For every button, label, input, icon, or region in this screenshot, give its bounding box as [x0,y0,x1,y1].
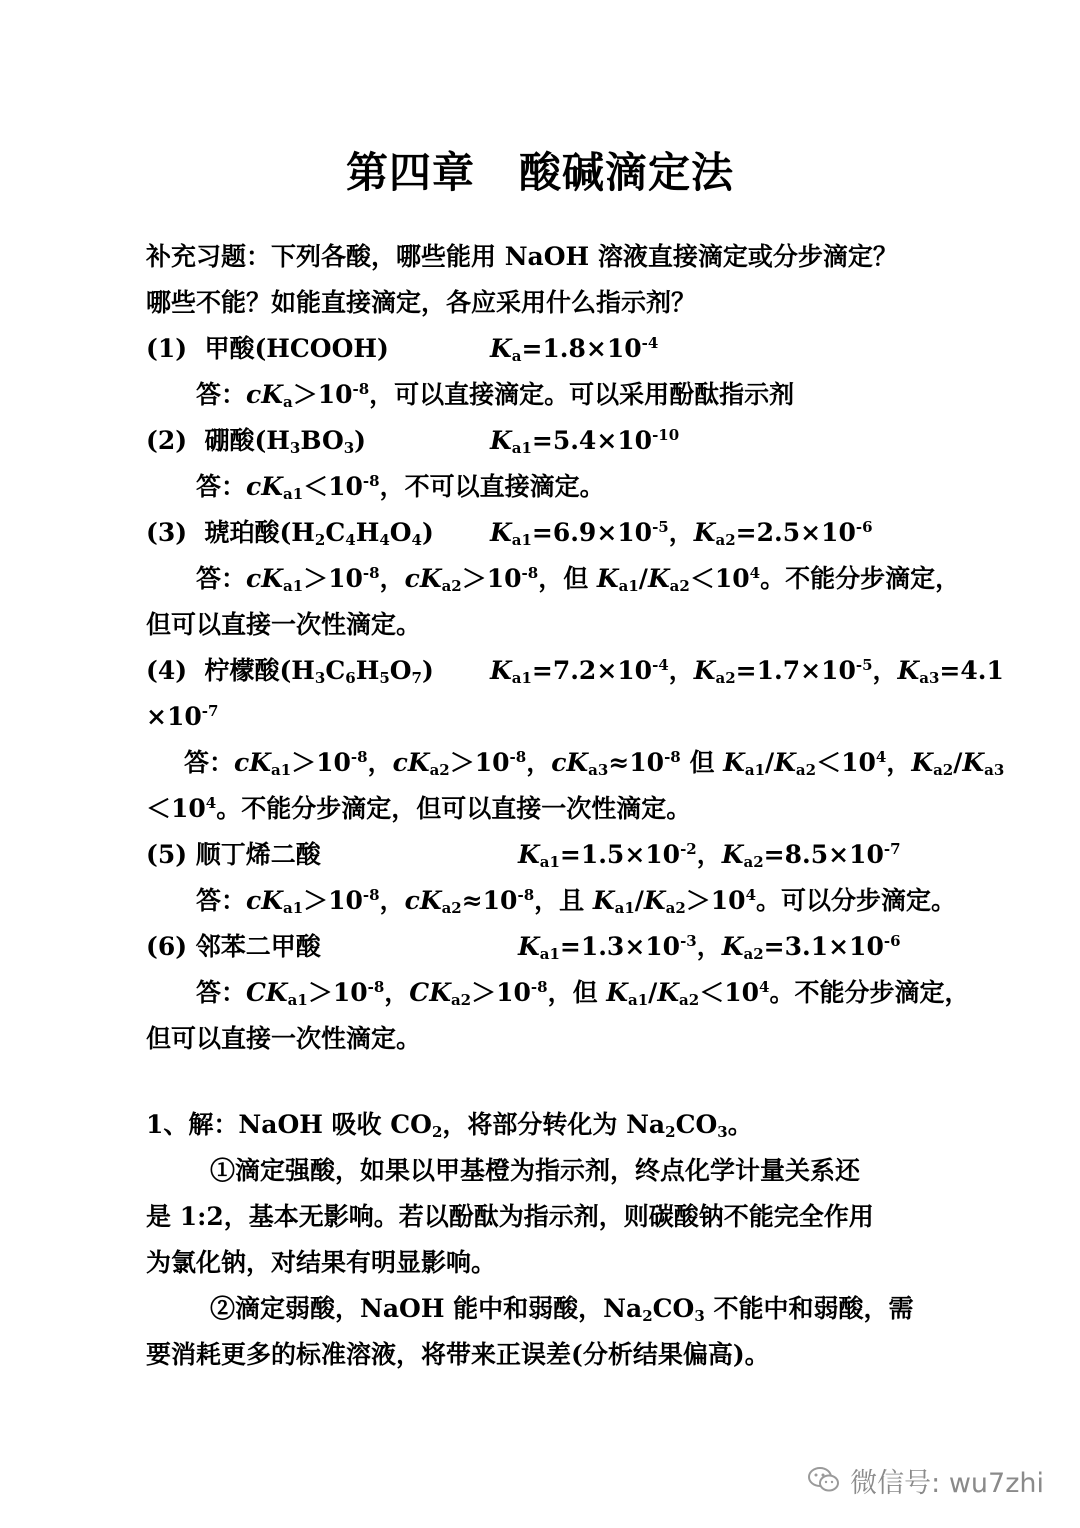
answer-3-line-2: 但可以直接一次性滴定。 [146,610,422,639]
question-6-label: (6) 邻苯二甲酸 [146,932,321,961]
page-title [0,140,1080,200]
solution-1-para-2-line-1: ②滴定弱酸，NaOH 能中和弱酸，$Na_2CO_3$ 不能中和弱酸，需 [210,1294,914,1325]
answer-4-line-1: 答：$cK_{a1}>10^{-8}$，$cK_{a2}>10^{-8}$，$cK_{a3}\approx 10^{-8}$ 但 $K_{a1}/K_{a2}<10^4$，$K_{a2}/K_{a3}$ [184,748,1005,779]
question-2 [146,424,946,458]
intro-line-2: 哪些不能？如能直接滴定，各应采用什么指示剂？ [146,288,697,317]
question-6 [146,930,946,964]
question-5 [146,838,946,872]
intro-line-1: 补充习题：下列各酸，哪些能用 NaOH 溶液直接滴定或分步滴定？ [146,242,898,271]
question-2-constant: $K_{a1}=5.4\times 10^{-10}$ [490,426,680,457]
solution-1-intro: 1、解：NaOH 吸收 $CO_2$，将部分转化为 $Na_2CO_3$。 [146,1110,753,1141]
answer-3-line-1: 答：$cK_{a1}>10^{-8}$，$cK_{a2}>10^{-8}$，但 $K_{a1}/K_{a2}<10^4$。不能分步滴定， [196,564,961,595]
chapter-number: 第四章 [345,148,475,197]
question-4-constant: $K_{a1}=7.2\times 10^{-4}$，$K_{a2}=1.7\times 10^{-5}$，$K_{a3}=4.1$ [490,656,1004,687]
question-3-label: (3) 琥珀酸$(H_2C_4H_4O_4)$ [146,518,434,549]
watermark-text: 微信号: wu7zhi [850,1467,1044,1499]
question-1-label: (1) 甲酸(HCOOH) [146,334,389,363]
solution-1-para-1-line-1: ①滴定强酸，如果以甲基橙为指示剂，终点化学计量关系还 [210,1156,861,1185]
wechat-icon [808,1466,840,1494]
question-3-constant: $K_{a1}=6.9\times 10^{-5}$，$K_{a2}=2.5\times 10^{-6}$ [490,518,873,549]
question-4-label: (4) 柠檬酸$(H_3C_6H_5O_7)$ [146,656,434,687]
question-5-constant: $K_{a1}=1.5\times 10^{-2}$，$K_{a2}=8.5\times 10^{-7}$ [518,840,901,871]
solution-1-para-2-line-2: 要消耗更多的标准溶液，将带来正误差(分析结果偏高)。 [146,1340,770,1369]
answer-2: 答：$cK_{a1}<10^{-8}$，不可以直接滴定。 [196,472,605,503]
solution-1-para-1-line-3: 为氯化钠，对结果有明显影响。 [146,1248,497,1277]
chapter-title: 酸碱滴定法 [519,148,735,197]
question-6-constant: $K_{a1}=1.3\times 10^{-3}$，$K_{a2}=3.1\times 10^{-6}$ [518,932,901,963]
question-3 [146,516,946,550]
answer-5: 答：$cK_{a1}>10^{-8}$，$cK_{a2}\approx 10^{-8}$，且 $K_{a1}/K_{a2}>10^4$。可以分步滴定。 [196,886,957,917]
watermark [808,1460,1044,1500]
answer-6-line-1: 答：$CK_{a1}>10^{-8}$，$CK_{a2}>10^{-8}$，但 $K_{a1}/K_{a2}<10^4$。不能分步滴定， [196,978,970,1009]
solution-1-para-1-line-2: 是 1:2，基本无影响。若以酚酞为指示剂，则碳酸钠不能完全作用 [146,1202,874,1231]
answer-1: 答：$cK_a>10^{-8}$，可以直接滴定。可以采用酚酞指示剂 [196,380,795,411]
question-4-constant-cont: $\times 10^{-7}$ [146,702,219,731]
question-1 [146,332,946,366]
question-1-constant: $K_a=1.8\times 10^{-4}$ [490,334,659,365]
answer-4-line-2: $<10^4$。不能分步滴定，但可以直接一次性滴定。 [146,794,692,823]
question-4 [146,654,1004,688]
question-5-label: (5) 顺丁烯二酸 [146,840,321,869]
answer-6-line-2: 但可以直接一次性滴定。 [146,1024,422,1053]
question-2-label: (2) 硼酸$(H_3BO_3)$ [146,426,367,457]
